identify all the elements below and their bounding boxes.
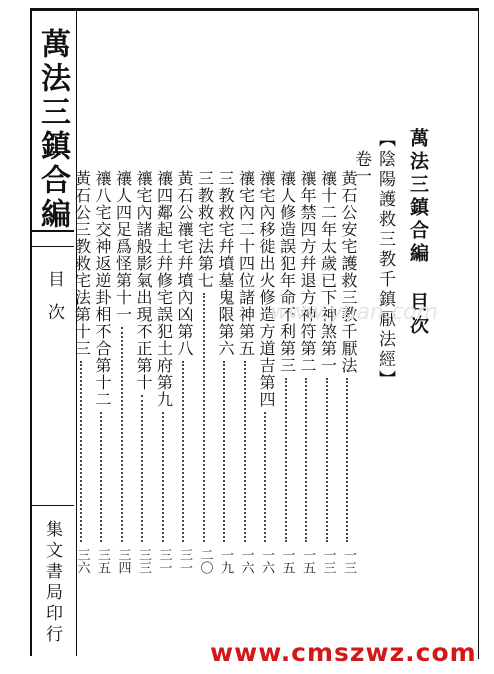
leader-dots [162, 412, 166, 542]
leader-dots [141, 395, 145, 542]
leader-dots [121, 327, 125, 542]
toc-entry [256, 170, 276, 574]
toc-entry-page: 三一 [156, 548, 172, 574]
volume-label: 卷一 [351, 150, 371, 184]
toc-heading: 萬法三鎮合編 目次 [407, 128, 429, 338]
leader-dots [285, 378, 289, 542]
section-label: 目次 [44, 270, 64, 336]
toc-entry-page: 三一 [177, 548, 192, 574]
toc-entry-page: 一六 [259, 548, 274, 574]
margin-divider [30, 505, 74, 506]
toc-entry-title: 黃石公三教救宅法第十三 [72, 170, 92, 357]
toc-entry-page: 一六 [238, 548, 254, 574]
toc-entry-title: 禳四鄰起土幷修宅誤犯土府第九 [154, 170, 174, 408]
toc-entry [133, 170, 153, 574]
toc-entry-title: 禳宅內移徙出火修造方道吉第四 [257, 170, 276, 408]
toc-entry [277, 170, 297, 574]
toc-entry-page: 三五 [95, 548, 110, 574]
leader-dots [203, 293, 207, 542]
margin-divider [30, 246, 74, 247]
toc-entry-title: 三教救宅法第七 [195, 170, 215, 289]
toc-entry-page: 一九 [218, 548, 233, 574]
toc-entry-title: 禳十二年太歲已下神煞第一 [318, 170, 338, 374]
toc-entry-title: 三教救宅幷墳墓鬼限第六 [216, 170, 235, 357]
toc-entry-title: 禳宅內諸般影氣出現不正第十 [134, 170, 153, 391]
leader-dots [326, 378, 330, 542]
toc-entry-page: 三三 [136, 548, 151, 574]
publisher-imprint: 集文書局印行 [42, 520, 62, 646]
toc-entry-page: 三四 [115, 548, 131, 574]
toc-entry-title: 禳人修造誤犯年命不利第三 [277, 170, 297, 374]
toc-entry-page: 三六 [74, 548, 90, 574]
toc-entry [318, 170, 338, 574]
leader-dots [305, 378, 309, 542]
scripture-title: 【陰陽護救三教千鎮厭法經】 [375, 130, 395, 390]
site-watermark: www.cmszwz.com [210, 638, 477, 667]
faint-watermark: www.yuan.com [270, 300, 438, 325]
toc-entry [154, 170, 174, 574]
leader-dots [182, 361, 186, 542]
toc-entry-title: 禳宅內二十四位諸神第五 [236, 170, 256, 357]
toc-entry-page: 一五 [300, 548, 315, 574]
toc-entry [72, 170, 92, 574]
toc-entry-title: 黃石公安宅護救三教千厭法 [339, 170, 358, 374]
toc-entry-page: 二〇 [197, 548, 213, 574]
toc-entry [113, 170, 133, 574]
book-title: 萬法三鎮合編 [35, 28, 70, 232]
toc-entry [92, 170, 112, 574]
toc-entry [195, 170, 215, 574]
toc-entry [174, 170, 194, 574]
leader-dots [244, 361, 248, 542]
toc-entry [297, 170, 317, 574]
leader-dots [264, 412, 268, 542]
toc-entry-page: 一五 [279, 548, 295, 574]
leader-dots [223, 361, 227, 542]
toc-entry-title: 禳八宅交神返逆卦相不合第十二 [93, 170, 112, 408]
toc-entry-page: 一三 [320, 548, 336, 574]
toc-entry [236, 170, 256, 574]
leader-dots [80, 361, 84, 542]
toc-entry [215, 170, 235, 574]
leader-dots [100, 412, 104, 542]
toc-entry-title: 禳人四足爲怪第十一 [113, 170, 133, 323]
leader-dots [346, 378, 350, 542]
toc-entry-title: 黃石公禳宅幷墳內凶第八 [175, 170, 194, 357]
toc-entry-page: 一三 [341, 548, 356, 574]
toc-entry-title: 禳年禁四方幷退方神符第二 [298, 170, 317, 374]
toc-entry [338, 170, 358, 574]
